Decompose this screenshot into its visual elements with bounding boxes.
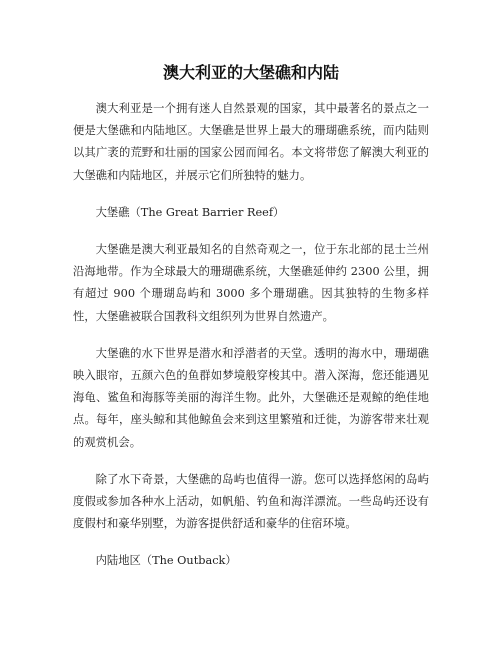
reef-overview-paragraph: 大堡礁是澳大利亚最知名的自然奇观之一，位于东北部的昆士兰州沿海地带。作为全球最大的珊瑚礁系统，大堡礁延伸约 2300 公里，拥有超过 900 个珊瑚岛屿和 3000 多个珊瑚礁。因其独特的生物多样性，大堡礁被联合国教科文组织列为世界自然遗产。 [73,243,429,323]
document-title: 澳大利亚的大堡礁和内陆 [162,63,339,82]
section-heading-outback: 内陆地区（The Outback） [95,554,237,568]
reef-underwater-paragraph: 大堡礁的水下世界是潜水和浮潜者的天堂。透明的海水中，珊瑚礁映入眼帘，五颜六色的鱼群如梦境般穿梭其中。潜入深海，您还能遇见海龟、鲨鱼和海豚等美丽的海洋生物。此外，大堡礁还是观鲸的绝佳地点。每年，座头鲸和其他鲸鱼会来到这里繁殖和迁徙，为游客带来壮观的观赏机会。 [73,346,429,449]
document-page [73,62,429,588]
reef-islands-paragraph: 除了水下奇景，大堡礁的岛屿也值得一游。您可以选择悠闲的岛屿度假或参加各种水上活动，如帆船、钓鱼和海洋漂流。一些岛屿还设有度假村和豪华别墅，为游客提供舒适和豪华的住宿环境。 [73,472,429,531]
section-heading-great-barrier-reef: 大堡礁（The Great Barrier Reef） [95,205,285,219]
intro-paragraph: 澳大利亚是一个拥有迷人自然景观的国家，其中最著名的景点之一便是大堡礁和内陆地区。大堡礁是世界上最大的珊瑚礁系统，而内陆则以其广袤的荒野和壮丽的国家公园而闻名。本文将带您了解澳大利亚的大堡礁和内陆地区，并展示它们所独特的魅力。 [73,102,429,182]
